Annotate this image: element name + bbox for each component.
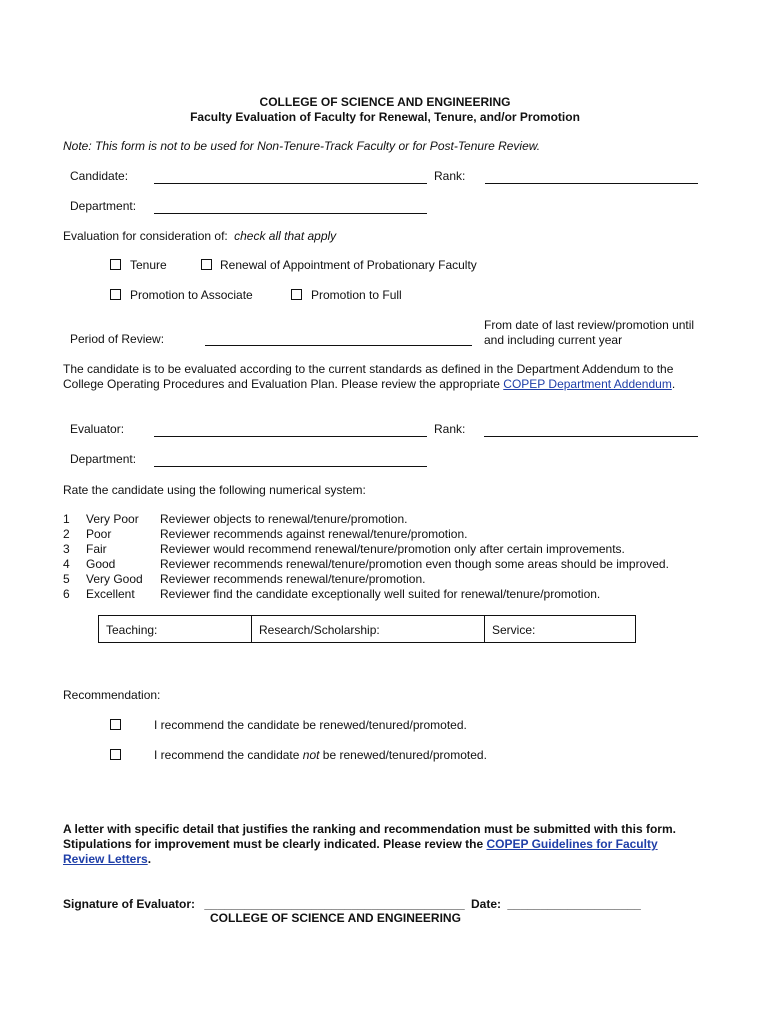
evaluator-rank-field[interactable] xyxy=(484,436,698,437)
service-score-cell[interactable] xyxy=(484,616,635,642)
promotion-full-label: Promotion to Full xyxy=(311,288,402,302)
tenure-label: Tenure xyxy=(130,258,167,272)
evaluator-rank-label: Rank: xyxy=(434,422,466,436)
rating-desc: Reviewer find the candidate exceptionally well suited for renewal/tenure/promotion. xyxy=(160,587,601,601)
standards-line-1: The candidate is to be evaluated according to the current standards as defined in the Department Addendum to the xyxy=(63,362,674,376)
rating-num: 6 xyxy=(63,587,70,601)
rating-desc: Reviewer would recommend renewal/tenure/promotion only after certain improvements. xyxy=(160,542,625,556)
recommendation-label: Recommendation: xyxy=(63,688,161,702)
candidate-field[interactable] xyxy=(154,183,427,184)
evaluator-label: Evaluator: xyxy=(70,422,125,436)
candidate-rank-field[interactable] xyxy=(485,183,698,184)
rating-name: Very Poor xyxy=(86,512,139,526)
letter-line-1: A letter with specific detail that justifies the ranking and recommendation must be submitted with this form. xyxy=(63,822,676,836)
recommend-no-label: I recommend the candidate not be renewed/tenured/promoted. xyxy=(154,748,487,762)
copep-guidelines-link-cont[interactable]: Review Letters xyxy=(63,852,148,866)
teaching-label: Teaching: xyxy=(106,623,158,637)
rating-intro: Rate the candidate using the following numerical system: xyxy=(63,483,366,497)
promotion-associate-label: Promotion to Associate xyxy=(130,288,253,302)
rating-name: Good xyxy=(86,557,116,571)
recommend-no-checkbox[interactable] xyxy=(110,749,121,760)
rating-num: 4 xyxy=(63,557,70,571)
rating-desc: Reviewer objects to renewal/tenure/promotion. xyxy=(160,512,408,526)
letter-line-2: Stipulations for improvement must be clearly indicated. Please review the COPEP Guidelines for Faculty xyxy=(63,837,658,851)
rating-num: 2 xyxy=(63,527,70,541)
signature-label: Signature of Evaluator: xyxy=(63,897,196,911)
period-label: Period of Review: xyxy=(70,332,165,346)
letter-line-3: Review Letters. xyxy=(63,852,152,866)
period-hint-2: and including current year xyxy=(484,333,623,347)
rating-name: Fair xyxy=(86,542,107,556)
rating-name: Excellent xyxy=(86,587,135,601)
score-table xyxy=(98,615,636,643)
tenure-checkbox[interactable] xyxy=(110,259,121,270)
candidate-label: Candidate: xyxy=(70,169,129,183)
date-label: Date: xyxy=(471,897,502,911)
copep-department-addendum-link[interactable]: COPEP Department Addendum xyxy=(503,377,672,391)
signature-field[interactable]: _______________________________________ xyxy=(204,897,465,911)
rating-name: Poor xyxy=(86,527,112,541)
research-label: Research/Scholarship: xyxy=(259,623,380,637)
college-title: COLLEGE OF SCIENCE AND ENGINEERING xyxy=(259,95,511,109)
rating-desc: Reviewer recommends renewal/tenure/promotion even though some areas should be improved. xyxy=(160,557,669,571)
rating-num: 5 xyxy=(63,572,70,586)
rating-name: Very Good xyxy=(86,572,143,586)
promotion-associate-checkbox[interactable] xyxy=(110,289,121,300)
rating-desc: Reviewer recommends renewal/tenure/promotion. xyxy=(160,572,426,586)
evaluator-department-field[interactable] xyxy=(154,466,427,467)
candidate-department-field[interactable] xyxy=(154,213,427,214)
rating-num: 1 xyxy=(63,512,70,526)
standards-line-2: College Operating Procedures and Evaluation Plan. Please review the appropriate COPEP Department Addendum. xyxy=(63,377,676,391)
recommend-yes-label: I recommend the candidate be renewed/tenured/promoted. xyxy=(154,718,467,732)
evaluator-field[interactable] xyxy=(154,436,427,437)
renewal-label: Renewal of Appointment of Probationary Faculty xyxy=(220,258,477,272)
candidate-rank-label: Rank: xyxy=(434,169,466,183)
research-score-cell[interactable] xyxy=(251,616,484,642)
footer-college: COLLEGE OF SCIENCE AND ENGINEERING xyxy=(210,911,461,925)
period-hint-1: From date of last review/promotion until xyxy=(484,318,695,332)
evaluator-department-label: Department: xyxy=(70,452,137,466)
period-field[interactable] xyxy=(205,345,472,346)
signature-line xyxy=(63,897,641,911)
teaching-score-cell[interactable] xyxy=(99,616,251,642)
date-field[interactable]: ____________________ xyxy=(507,897,641,911)
candidate-department-label: Department: xyxy=(70,199,137,213)
form-note: Note: This form is not to be used for Non-Tenure-Track Faculty or for Post-Tenure Review. xyxy=(63,139,541,153)
rating-desc: Reviewer recommends against renewal/tenure/promotion. xyxy=(160,527,468,541)
promotion-full-checkbox[interactable] xyxy=(291,289,302,300)
copep-guidelines-link[interactable]: COPEP Guidelines for Faculty xyxy=(486,837,658,851)
recommend-yes-checkbox[interactable] xyxy=(110,719,121,730)
rating-num: 3 xyxy=(63,542,70,556)
renewal-checkbox[interactable] xyxy=(201,259,212,270)
form-title: Faculty Evaluation of Faculty for Renewal, Tenure, and/or Promotion xyxy=(190,110,580,124)
evaluation-label: Evaluation for consideration of: check all that apply xyxy=(63,229,337,243)
service-label: Service: xyxy=(492,623,536,637)
